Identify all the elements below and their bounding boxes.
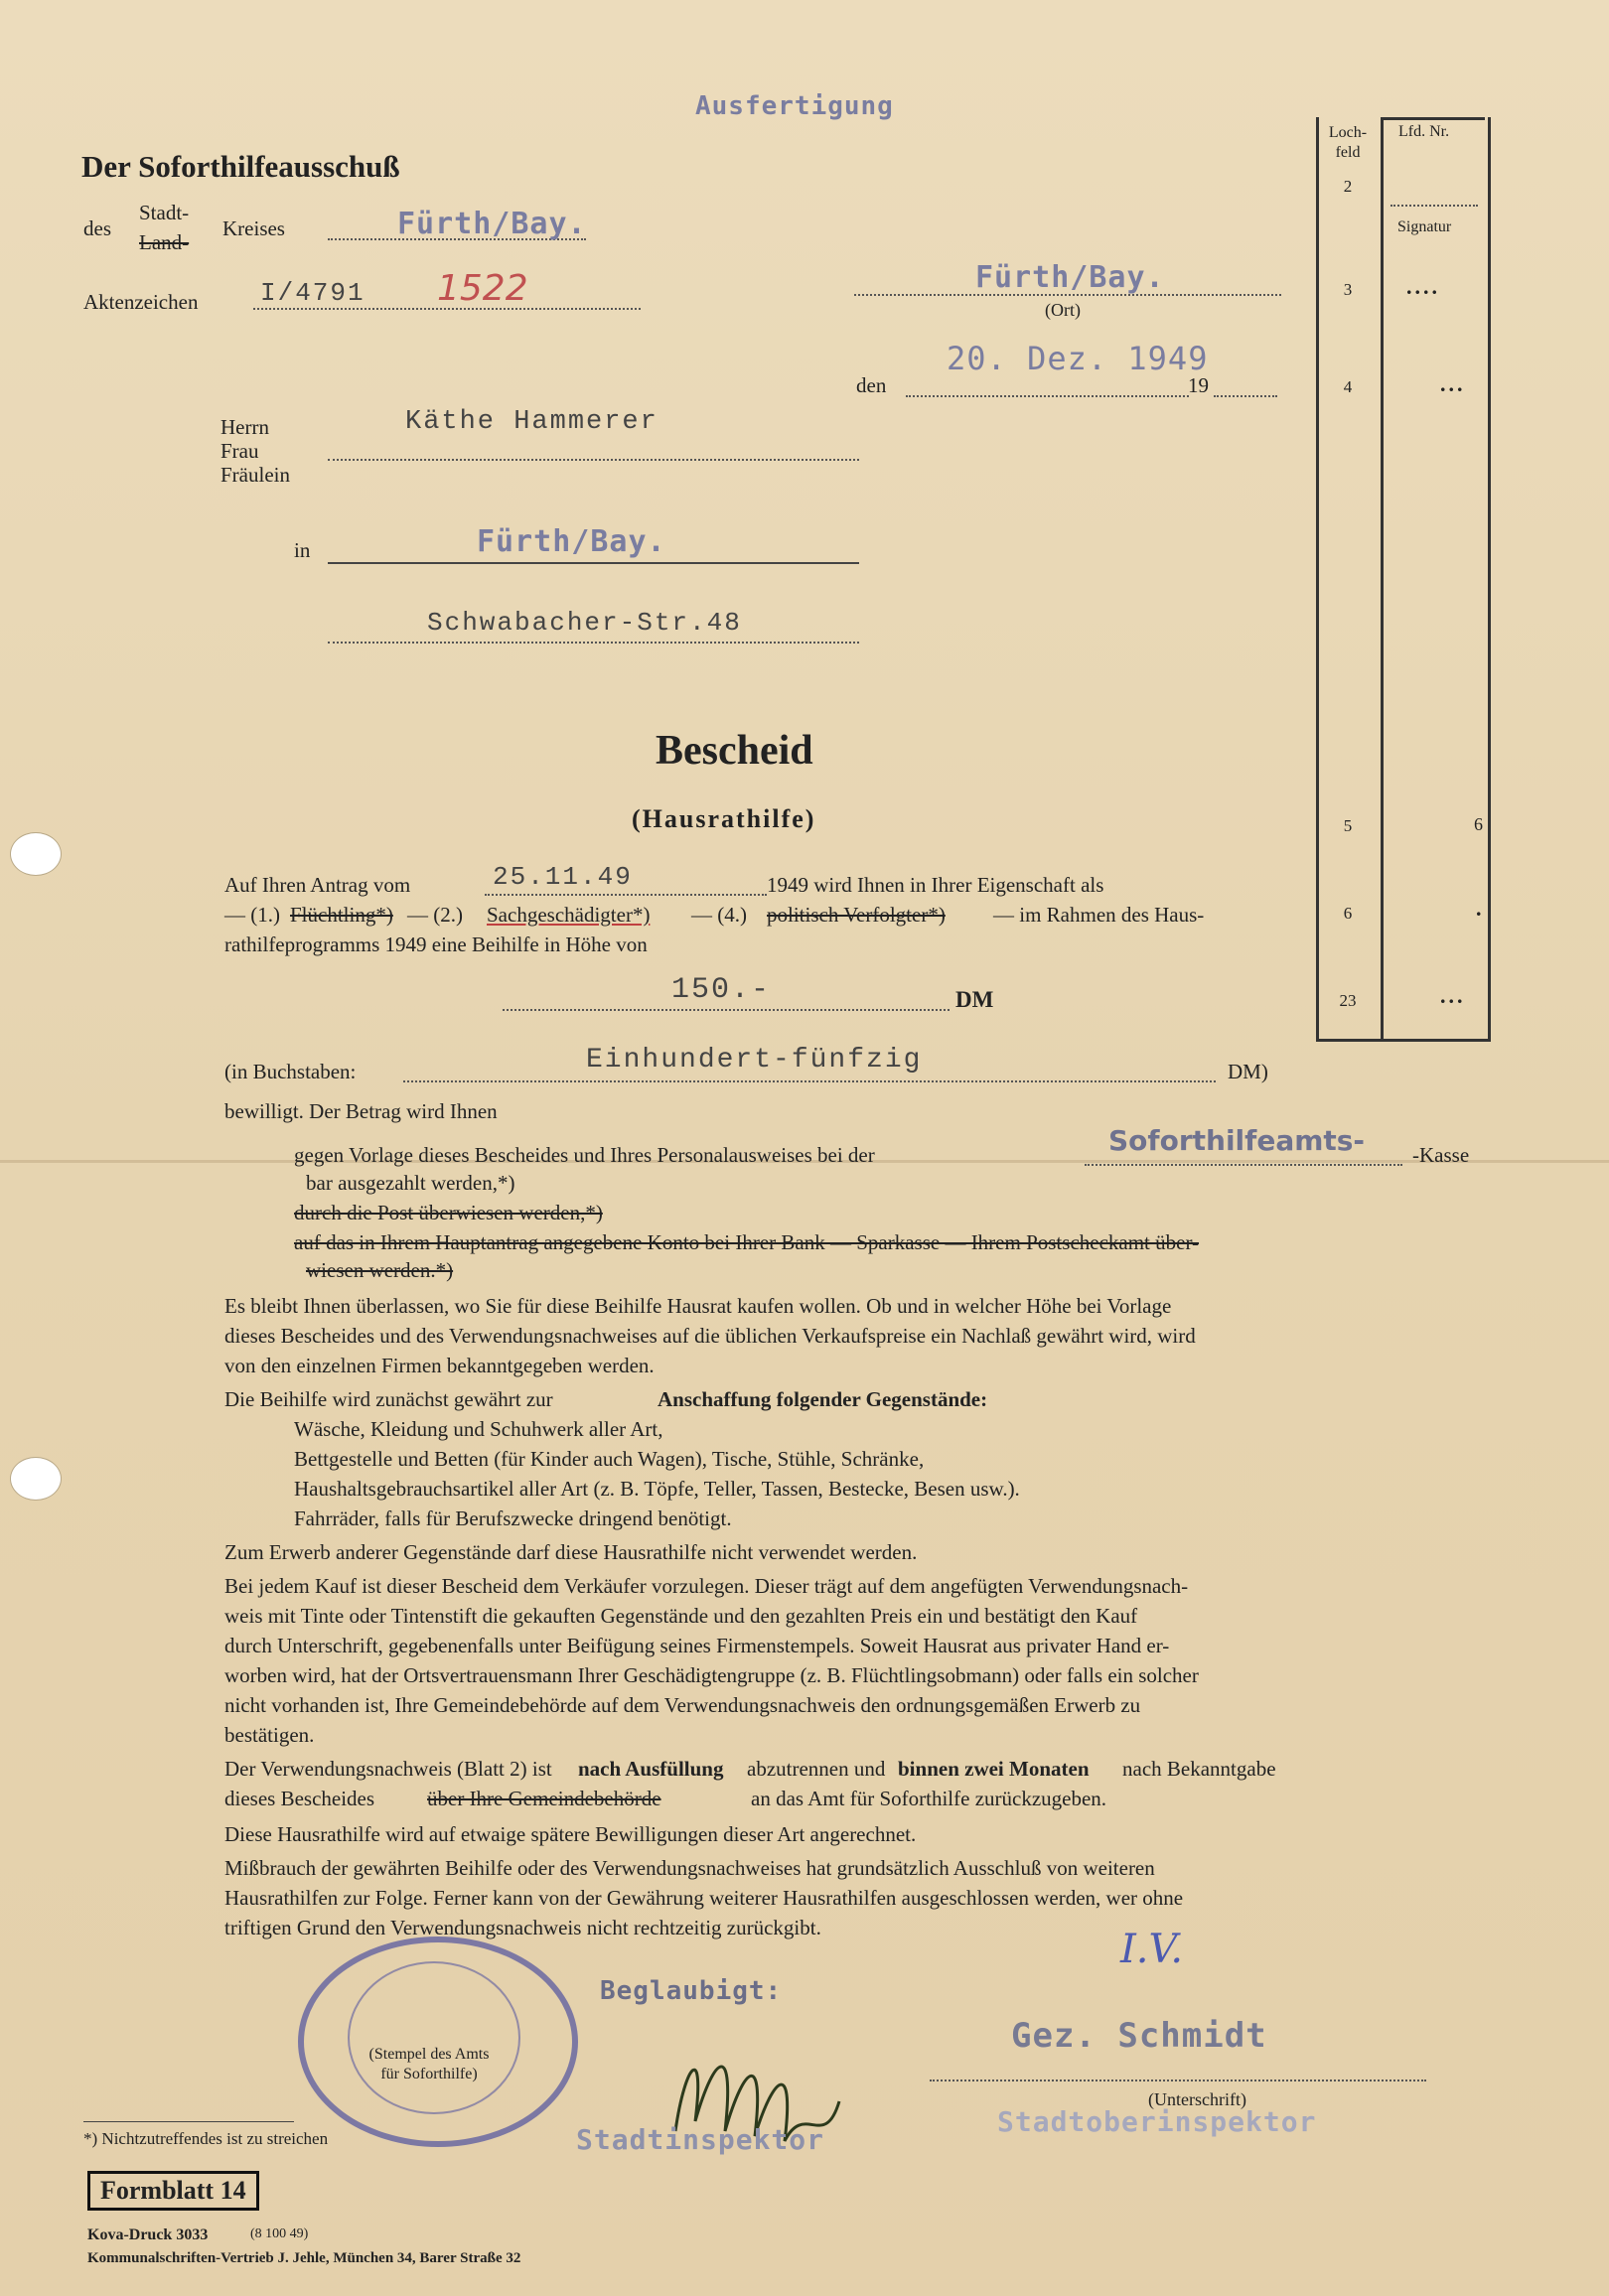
lfd-mark: ... xyxy=(1440,371,1466,396)
paragraph-4-line: Bei jedem Kauf ist dieser Bescheid dem Verkäufer vorzulegen. Dieser trägt auf dem angefügten Verwendungsnach- xyxy=(224,1574,1189,1598)
ort-label: (Ort) xyxy=(1045,300,1081,320)
paragraph-5a: Der Verwendungsnachweis (Blatt 2) ist xyxy=(224,1757,552,1781)
aktenzeichen-handwritten: 1522 xyxy=(437,268,528,309)
name-line xyxy=(328,459,859,461)
paragraph-5c: abzutrennen und xyxy=(747,1757,886,1781)
antrag-date-line xyxy=(485,894,767,896)
lfd-nr-line xyxy=(1390,205,1478,207)
paragraph-1-line: dieses Bescheides und des Verwendungsnachweises auf die üblichen Verkaufspreise ein Nachlaß gewährt wird, wird xyxy=(224,1324,1196,1348)
paragraph-6: Diese Hausrathilfe wird auf etwaige spätere Bewilligungen dieser Art angerechnet. xyxy=(224,1822,917,1846)
antrag-line-1b: 1949 wird Ihnen in Ihrer Eigenschaft als xyxy=(767,873,1104,897)
buchstaben-value: Einhundert-fünfzig xyxy=(586,1045,923,1076)
signatur-header: Signatur xyxy=(1397,218,1452,235)
paragraph-4-line: durch Unterschrift, gegebenenfalls unter Beifügung seines Firmenstempels. Soweit Hausrat aus privater Hand er- xyxy=(224,1634,1170,1657)
amount-line xyxy=(503,1009,950,1011)
paragraph-5d: binnen zwei Monaten xyxy=(898,1757,1090,1781)
item-list-entry: Haushaltsgebrauchsartikel aller Art (z. B. Töpfe, Teller, Tassen, Bestecke, Besen usw.). xyxy=(294,1477,1020,1501)
aktenzeichen-line xyxy=(253,308,641,310)
kreises-label: Kreises xyxy=(222,216,285,240)
document-subtitle: (Hausrathilfe) xyxy=(632,804,816,833)
paragraph-5b: nach Ausfüllung xyxy=(578,1757,724,1781)
street-line xyxy=(328,642,859,644)
buchstaben-label: (in Buchstaben: xyxy=(224,1060,357,1083)
antrag-line-2d: — im Rahmen des Haus- xyxy=(993,903,1205,927)
den-label: den xyxy=(856,373,887,397)
paragraph-4-line: nicht vorhanden ist, Ihre Gemeindebehörde auf dem Verwendungsnachweis den ordnungsgemäßen Erwerb zu xyxy=(224,1693,1141,1717)
kasse-line xyxy=(1085,1164,1402,1166)
formblatt-label: Formblatt 14 xyxy=(87,2171,259,2211)
recipient-street: Schwabacher-Str.48 xyxy=(427,608,742,638)
herrn-label: Herrn xyxy=(220,415,269,439)
in-label: in xyxy=(294,538,311,562)
antrag-date: 25.11.49 xyxy=(493,862,633,892)
table-top-line xyxy=(1381,117,1485,120)
lfd-mark: .... xyxy=(1406,274,1440,299)
amount-currency: DM xyxy=(955,987,994,1012)
printer-address: Kommunalschriften-Vertrieb J. Jehle, München 34, Barer Straße 32 xyxy=(87,2250,521,2266)
recipient-name: Käthe Hammerer xyxy=(405,407,658,437)
ort-line xyxy=(854,294,1281,296)
document-title: Bescheid xyxy=(656,728,813,774)
footnote: *) Nichtzutreffendes ist zu streichen xyxy=(83,2129,329,2148)
antrag-line-2a: — (1.) xyxy=(224,903,280,927)
printer-code: (8 100 49) xyxy=(250,2226,309,2241)
lfd-mark: ... xyxy=(1440,983,1466,1008)
bewilligt-text: bewilligt. Der Betrag wird Ihnen xyxy=(224,1099,498,1123)
paragraph-5f: dieses Bescheides xyxy=(224,1787,375,1810)
aktenzeichen-label: Aktenzeichen xyxy=(83,290,199,314)
stamp-label-1: (Stempel des Amts xyxy=(368,2046,490,2063)
recipient-city: Fürth/Bay. xyxy=(477,524,666,559)
kasse-stamp: Soforthilfeamts- xyxy=(1108,1124,1366,1157)
paragraph-4-line: worben wird, hat der Ortsvertrauensmann Ihrer Geschädigtengruppe (z. B. Flüchtlingsobmann) oder falls ein solcher xyxy=(224,1663,1199,1687)
item-list-entry: Fahrräder, falls für Berufszwecke dringend benötigt. xyxy=(294,1507,732,1530)
item-list-entry: Wäsche, Kleidung und Schuhwerk aller Art, xyxy=(294,1417,663,1441)
payment-line-3: durch die Post überwiesen werden,*) xyxy=(294,1201,603,1224)
paragraph-7-line: Hausrathilfen zur Folge. Ferner kann von der Gewährung weiterer Hausrathilfen ausgeschlossen werden, wer ohne xyxy=(224,1886,1184,1910)
stadtoberinspektor-stamp: Stadtoberinspektor xyxy=(997,2105,1317,2138)
item-list-entry: Bettgestelle und Betten (für Kinder auch Wagen), Tische, Stühle, Schränke, xyxy=(294,1447,925,1471)
payment-line-2: bar ausgezahlt werden,*) xyxy=(306,1171,515,1195)
paragraph-7-line: triftigen Grund den Verwendungsnachweis nicht rechtzeitig zurückgibt. xyxy=(224,1916,821,1939)
paragraph-5e: nach Bekanntgabe xyxy=(1122,1757,1276,1781)
sachgeschaedigter-option: Sachgeschädigter*) xyxy=(487,903,651,927)
stadt-label: Stadt- xyxy=(139,201,190,224)
paragraph-5h: an das Amt für Soforthilfe zurückzugeben. xyxy=(751,1787,1107,1810)
buchstaben-line xyxy=(403,1080,1216,1082)
table-divider xyxy=(1381,117,1384,1039)
land-label: Land- xyxy=(139,230,190,254)
antrag-line-2c: — (4.) xyxy=(691,903,747,927)
lochfeld-number: 23 xyxy=(1339,991,1357,1010)
payment-line-1a: gegen Vorlage dieses Bescheides und Ihres Personalausweises bei der xyxy=(294,1143,875,1167)
footnote-rule xyxy=(83,2121,294,2122)
city-line xyxy=(328,562,859,564)
printer-name: Kova-Druck 3033 xyxy=(87,2226,209,2243)
antrag-line-2b: — (2.) xyxy=(407,903,463,927)
lfd-mark: 6 xyxy=(1474,814,1483,834)
antrag-line-3: rathilfeprogramms 1949 eine Beihilfe in Höhe von xyxy=(224,933,648,956)
frau-label: Frau xyxy=(220,439,259,463)
paragraph-4-line: bestätigen. xyxy=(224,1723,315,1747)
paragraph-7-line: Mißbrauch der gewährten Beihilfe oder des Verwendungsnachweises hat grundsätzlich Ausschluß von weiteren xyxy=(224,1856,1155,1880)
official-seal-inner xyxy=(348,1961,520,2114)
paragraph-1-line: von den einzelnen Firmen bekanntgegeben werden. xyxy=(224,1354,655,1377)
lochfeld-number: 5 xyxy=(1343,816,1353,835)
iv-handwritten: I.V. xyxy=(1120,1927,1184,1972)
lfd-mark: . xyxy=(1476,896,1482,921)
amount-value: 150.- xyxy=(671,973,772,1007)
kreis-value: Fürth/Bay. xyxy=(397,207,587,241)
paragraph-5g: über Ihre Gemeindebehörde xyxy=(427,1787,661,1810)
lochfeld-header: Loch- feld xyxy=(1328,124,1368,161)
payment-line-4: auf das in Ihrem Hauptantrag angegebene Konto bei Ihrer Bank — Sparkasse — Ihrem Postscheckamt über- xyxy=(294,1230,1200,1254)
payment-line-5: wiesen werden.*) xyxy=(306,1258,454,1282)
fraeulein-label: Fräulein xyxy=(220,463,290,487)
jahr-line xyxy=(1214,395,1277,397)
gez-signature: Gez. Schmidt xyxy=(1011,2016,1267,2056)
ort-value: Fürth/Bay. xyxy=(975,260,1165,295)
beglaubigt-stamp: Beglaubigt: xyxy=(600,1976,783,2006)
antrag-line-1a: Auf Ihren Antrag vom xyxy=(224,873,411,897)
lochfeld-number: 3 xyxy=(1343,280,1353,299)
payment-line-1b: -Kasse xyxy=(1412,1143,1470,1167)
stamp-label-2: für Soforthilfe) xyxy=(380,2066,478,2082)
fluechtling-option: Flüchtling*) xyxy=(290,903,393,927)
date-line xyxy=(906,395,1189,397)
punch-hole xyxy=(10,832,62,876)
stadtinspektor-stamp: Stadtinspektor xyxy=(576,2123,825,2156)
paragraph-2-intro: Die Beihilfe wird zunächst gewährt zur xyxy=(224,1387,553,1411)
authority-title: Der Soforthilfeausschuß xyxy=(81,149,400,184)
lfd-nr-header: Lfd. Nr. xyxy=(1398,123,1450,140)
punch-hole xyxy=(10,1457,62,1501)
signature-line xyxy=(930,2080,1426,2081)
lochfeld-number: 4 xyxy=(1343,377,1353,396)
paragraph-4-line: weis mit Tinte oder Tintenstift die gekauften Gegenstände und den gezahlten Preis ein und bestätigt den Kauf xyxy=(224,1604,1138,1628)
des-label: des xyxy=(83,216,111,240)
lochfeld-number: 2 xyxy=(1343,177,1353,196)
date-value: 20. Dez. 1949 xyxy=(947,340,1209,377)
paragraph-1-line: Es bleibt Ihnen überlassen, wo Sie für diese Beihilfe Hausrat kaufen wollen. Ob und in welcher Höhe bei Vorlage xyxy=(224,1294,1172,1318)
paragraph-2-bold: Anschaffung folgender Gegenstände: xyxy=(658,1387,988,1411)
aktenzeichen-value: I/4791 xyxy=(260,278,366,308)
paragraph-3: Zum Erwerb anderer Gegenstände darf diese Hausrathilfe nicht verwendet werden. xyxy=(224,1540,918,1564)
unterschrift-label: (Unterschrift) xyxy=(1148,2089,1246,2109)
jahr-label: 19 xyxy=(1188,373,1209,397)
politisch-option: politisch Verfolgter*) xyxy=(767,903,946,927)
lochfeld-number: 6 xyxy=(1343,904,1353,923)
buchstaben-close: DM) xyxy=(1228,1060,1268,1083)
ausfertigung-stamp: Ausfertigung xyxy=(695,91,894,121)
